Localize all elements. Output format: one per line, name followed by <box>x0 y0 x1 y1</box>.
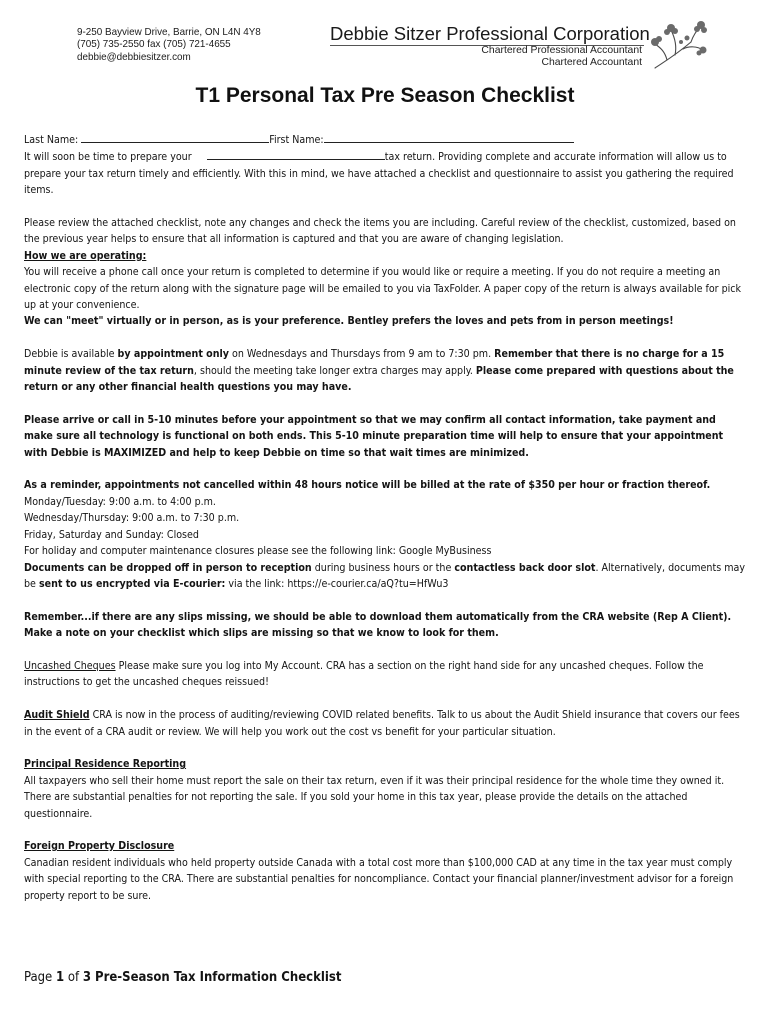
last-name-field[interactable] <box>81 131 269 143</box>
operating-heading: How we are operating: <box>24 249 147 262</box>
arrive-paragraph: Please arrive or call in 5-10 minutes before your appointment so that we may confirm all contact information, take payment and make sure all technology is functional on both ends. This 5-10 minute preparation time will help to ensure that your appointment with Debbie is MAXIMIZED and help to keep Debbie on time so that wait times are minimized. <box>24 413 724 459</box>
uncashed-cheques-paragraph: Uncashed Cheques Please make sure you log into My Account. CRA has a section on the right hand side for any uncashed cheques. Follow the instructions to get the uncashed cheques reissued! <box>24 659 704 689</box>
documents-dropoff: Documents can be dropped off in person to reception during business hours or the contactless back door slot. Alternatively, documents may be sent to us encrypted via E-courier: via the link: https://e-courier.ca/aQ?tu=HfWu3 <box>24 561 745 590</box>
hours-mon-tue: Monday/Tuesday: 9:00 a.m. to 4:00 p.m. <box>24 495 216 508</box>
ecourier-link[interactable]: via the link: https://e-courier.ca/aQ?tu=HfWu3 <box>225 577 449 590</box>
phone-line: (705) 735-2550 fax (705) 721-4655 <box>77 39 231 51</box>
page-number: 1 <box>55 970 65 985</box>
page-title: T1 Personal Tax Pre Season Checklist <box>195 84 575 107</box>
meet-paragraph: We can "meet" virtually or in person, as is your preference. Bentley prefers the loves and pets from in person meetings! <box>24 315 674 328</box>
email-line: debbie@debbiesitzer.com <box>77 51 191 63</box>
holiday-closures: For holiday and computer maintenance closures please see the following link: Google MyBusiness <box>24 545 492 558</box>
foreign-property-paragraph: Canadian resident individuals who held property outside Canada with a total cost more than $100,000 CAD at any time in the tax year must comply with special reporting to the CRA. There are substantial penalties for noncompliance. Contact your financial planner/investment advisor for a foreign property report to be sure. <box>24 856 734 902</box>
first-name-field[interactable] <box>324 131 574 143</box>
review-paragraph: Please review the attached checklist, note any changes and check the items you are including. Careful review of the checklist, customized, based on the previous year helps to ensure that all information is captured and that you are aware of changing legislation. <box>24 217 736 246</box>
availability-paragraph: Debbie is available by appointment only on Wednesdays and Thursdays from 9 am to 7:30 pm. Remember that there is no charge for a 15 minute review of the tax return, should the meeting take longer extra charges may apply. Please come prepared with questions about the return or any other financial health questions you may have. <box>24 348 734 394</box>
uncashed-cheques-heading: Uncashed Cheques <box>24 659 116 672</box>
hours-fri-sun: Friday, Saturday and Sunday: Closed <box>24 528 199 541</box>
document-body <box>24 131 748 904</box>
page-footer: Page 1 of 3 Pre-Season Tax Information Checklist <box>24 970 342 985</box>
tree-branch-logo-icon <box>647 20 709 72</box>
phone-call-paragraph: You will receive a phone call once your return is completed to determine if you would like or require a meeting. If you do not require a meeting an electronic copy of the return along with the signature page will be emailed to you via TaxFolder. A paper copy of the return is always available for pick up at your convenience. <box>24 266 742 312</box>
address-line: 9-250 Bayview Drive, Barrie, ON L4N 4Y8 <box>77 27 261 38</box>
footer-title: Pre-Season Tax Information Checklist <box>90 970 342 985</box>
designations <box>330 45 642 69</box>
name-line <box>24 131 748 148</box>
audit-shield-heading: Audit Shield <box>24 709 90 722</box>
principal-residence-paragraph: All taxpayers who sell their home must report the sale on their tax return, even if it was their principal residence for the whole time they owned it. There are substantial penalties for not reporting the sale. If you sold your home in this tax year, please provide the details on the attached questionnaire. <box>24 774 725 820</box>
tax-year-field[interactable] <box>207 148 385 160</box>
first-name-label: First Name: <box>269 134 324 146</box>
principal-residence-heading: Principal Residence Reporting <box>24 758 187 771</box>
audit-shield-paragraph: Audit Shield CRA is now in the process of auditing/reviewing COVID related benefits. Talk to us about the Audit Shield insurance that covers our fees in the event of a CRA audit or review. We will help you work out the cost vs benefit for your particular situation. <box>24 709 740 738</box>
hours-wed-thu: Wednesday/Thursday: 9:00 a.m. to 7:30 p.m. <box>24 512 240 525</box>
intro-paragraph: It will soon be time to prepare your tax return. Providing complete and accurate information will allow us to prepare your tax return timely and efficiently. With this in mind, we have attached a checklist and questionnaire to assist you gathering the required items. <box>24 148 748 198</box>
last-name-label: Last Name: <box>24 134 79 146</box>
contact-block <box>77 27 261 64</box>
designation-cpa: Chartered Professional Accountant <box>481 45 642 56</box>
slips-paragraph: Remember...if there are any slips missing, we should be able to download them automatically from the CRA website (Rep A Client). Make a note on your checklist which slips are missing so that we know to look for them. <box>24 610 732 640</box>
firm-name: Debbie Sitzer Professional Corporation <box>330 23 650 44</box>
foreign-property-heading: Foreign Property Disclosure <box>24 840 175 853</box>
cancellation-reminder: As a reminder, appointments not cancelled within 48 hours notice will be billed at the rate of $350 per hour or fraction thereof. <box>24 479 711 492</box>
designation-ca: Chartered Accountant <box>541 57 642 68</box>
page-total: 3 <box>82 970 91 985</box>
